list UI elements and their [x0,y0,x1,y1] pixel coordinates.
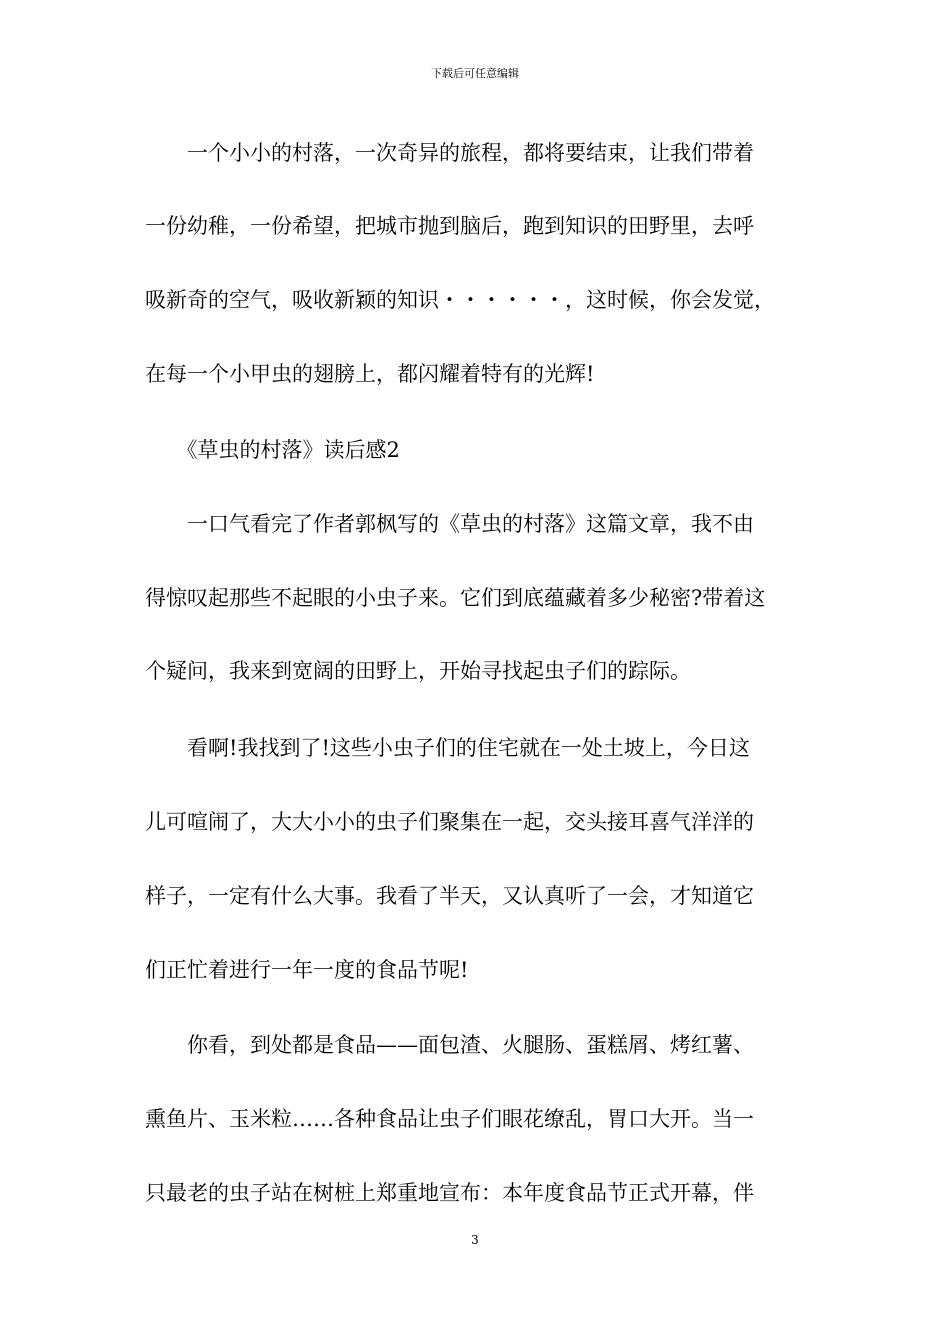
text-line: 一口气看完了作者郭枫写的《草虫的村落》这篇文章，我不由 [145,512,754,536]
text-line: 在每一个小甲虫的翅膀上，都闪耀着特有的光辉! [145,362,595,386]
page-number: 3 [471,1233,479,1247]
text-line: 你看，到处都是食品——面包渣、火腿肠、蛋糕屑、烤红薯、 [145,1033,754,1057]
text-line: 个疑问，我来到宽阔的田野上，开始寻找起虫子们的踪际。 [145,659,691,683]
text-line: 只最老的虫子站在树桩上郑重地宣布：本年度食品节正式开幕，伴 [145,1181,754,1205]
text-line: 吸新奇的空气，吸收新颖的知识・・・・・・，这时候，你会发觉， [145,288,775,312]
text-line: 得惊叹起那些不起眼的小虫子来。它们到底蕴藏着多少秘密?带着这 [145,586,766,610]
section-heading: 《草虫的村落》读后感2 [145,438,400,462]
page-header: 下载后可任意编辑 [431,67,519,80]
text-line: 样子，一定有什么大事。我看了半天，又认真听了一会，才知道它 [145,884,754,908]
text-line: 一个小小的村落，一次奇异的旅程，都将要结束，让我们带着 [145,141,754,165]
text-line: 看啊!我找到了!这些小虫子们的住宅就在一处土坡上，今日这 [145,736,750,760]
text-line: 们正忙着进行一年一度的食品节呢! [145,958,469,982]
text-line: 熏鱼片、玉米粒……各种食品让虫子们眼花缭乱，胃口大开。当一 [145,1107,754,1131]
text-line: 儿可喧闹了，大大小小的虫子们聚集在一起，交头接耳喜气洋洋的 [145,810,754,834]
text-line: 一份幼稚，一份希望，把城市抛到脑后，跑到知识的田野里，去呼 [145,214,754,238]
